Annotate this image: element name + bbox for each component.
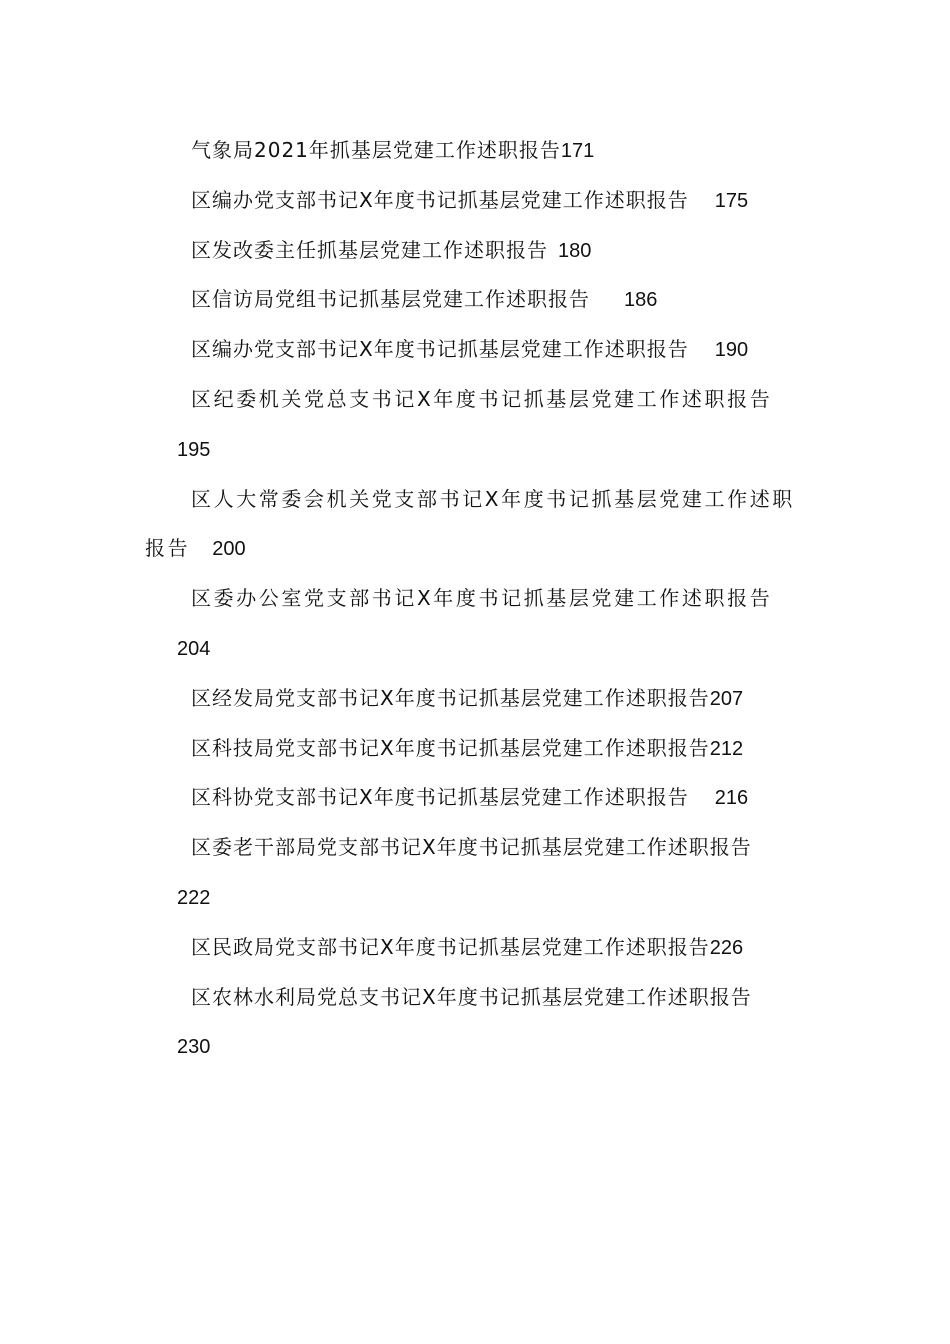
- toc-entry[interactable]: [145, 973, 810, 1023]
- toc-entry-title-continued: 报告: [145, 536, 191, 561]
- toc-entry[interactable]: [145, 176, 810, 226]
- toc-entry-page: 171: [560, 140, 595, 162]
- toc-entry[interactable]: [145, 923, 810, 973]
- toc-entry[interactable]: [145, 325, 810, 375]
- toc-entry-page: 195: [177, 438, 211, 461]
- toc-entry-title: 区农林水利局党总支书记X年度书记抓基层党建工作述职报告: [191, 984, 752, 1009]
- toc-entry-page: 186: [624, 289, 658, 312]
- toc-entry-page: 190: [714, 339, 749, 362]
- toc-entry-continuation[interactable]: [145, 1022, 810, 1072]
- toc-entry-title: 区科技局党支部书记X年度书记抓基层党建工作述职报告: [191, 735, 710, 760]
- toc-entry-title: 区科协党支部书记X年度书记抓基层党建工作述职报告: [191, 785, 689, 810]
- toc-entry[interactable]: [145, 126, 810, 176]
- toc-entry-title: 区编办党支部书记X年度书记抓基层党建工作述职报告: [191, 187, 689, 212]
- toc-entry-page: 200: [212, 538, 246, 561]
- toc-entry-page: 222: [177, 886, 211, 909]
- toc-entry[interactable]: [145, 226, 810, 276]
- toc-entry-title: 区纪委机关党总支书记X年度书记抓基层党建工作述职报告: [191, 386, 773, 411]
- toc-entry-continuation[interactable]: [145, 425, 810, 475]
- toc-entry[interactable]: [145, 574, 810, 624]
- toc-entry-continuation[interactable]: [145, 873, 810, 923]
- toc-entry-page: 226: [709, 936, 744, 959]
- toc-entry[interactable]: [145, 724, 810, 774]
- toc-entry-title: 区信访局党组书记抓基层党建工作述职报告: [191, 287, 590, 312]
- toc-entry-page: 230: [177, 1036, 211, 1059]
- toc-entry-page: 212: [709, 737, 744, 760]
- toc-entry-title: 气象局2021年抓基层党建工作述职报告: [191, 138, 561, 162]
- toc-entry-page: 207: [709, 687, 744, 710]
- toc-entry-page: 216: [714, 787, 749, 810]
- toc-entry[interactable]: [145, 773, 810, 823]
- toc-entry-title: 区人大常委会机关党支部书记X年度书记抓基层党建工作述职: [191, 486, 795, 511]
- toc-entry[interactable]: [145, 674, 810, 724]
- toc-entry-page: 175: [714, 189, 749, 212]
- toc-entry-page: 180: [558, 239, 592, 262]
- toc-entry-title: 区委老干部局党支部书记X年度书记抓基层党建工作述职报告: [191, 835, 752, 860]
- toc-entry-title: 区编办党支部书记X年度书记抓基层党建工作述职报告: [191, 337, 689, 362]
- toc-entry-title: 区民政局党支部书记X年度书记抓基层党建工作述职报告: [191, 934, 710, 959]
- toc-entry-continuation[interactable]: [145, 624, 810, 674]
- table-of-contents: [145, 126, 810, 1072]
- toc-entry[interactable]: [145, 823, 810, 873]
- toc-entry-page: 204: [177, 637, 211, 660]
- toc-entry[interactable]: [145, 375, 810, 425]
- toc-entry-title: 区委办公室党支部书记X年度书记抓基层党建工作述职报告: [191, 586, 773, 611]
- toc-entry-title: 区经发局党支部书记X年度书记抓基层党建工作述职报告: [191, 685, 710, 710]
- toc-entry-title: 区发改委主任抓基层党建工作述职报告: [191, 237, 548, 262]
- toc-entry[interactable]: [145, 275, 810, 325]
- toc-entry-continuation[interactable]: [145, 524, 810, 574]
- toc-entry[interactable]: [145, 475, 810, 525]
